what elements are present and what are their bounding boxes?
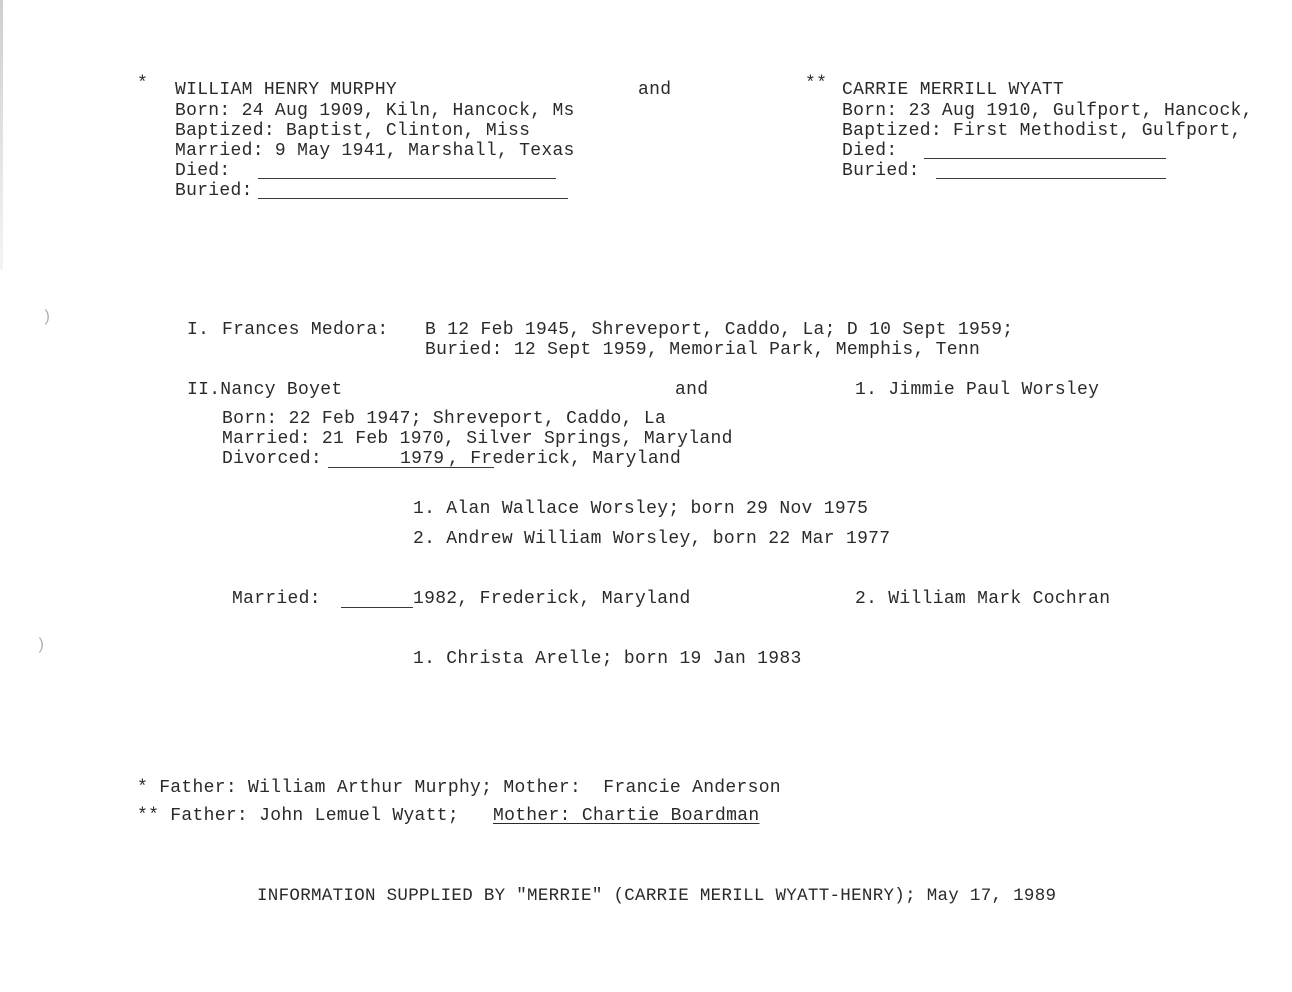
- couple-and-label: and: [638, 80, 672, 100]
- child2-header: II.Nancy Boyet: [187, 380, 343, 400]
- child2-married2-text: 1982, Frederick, Maryland: [413, 589, 691, 609]
- punch-hole-mark: ): [36, 636, 46, 654]
- child2-married2-blank: [341, 607, 413, 608]
- husband-footnote-star: *: [137, 74, 149, 94]
- child2-spouse1: 1. Jimmie Paul Worsley: [855, 380, 1100, 400]
- wife-name: CARRIE MERRILL WYATT: [842, 80, 1065, 100]
- child2-divorced-year: 1979: [400, 449, 445, 469]
- husband-buried-label: Buried:: [175, 181, 253, 201]
- husband-baptized: Baptized: Baptist, Clinton, Miss: [175, 121, 531, 141]
- child1-burial: Buried: 12 Sept 1959, Memorial Park, Memphis, Tenn: [425, 340, 981, 360]
- wife-died-blank: [924, 158, 1166, 159]
- child2-married: Married: 21 Feb 1970, Silver Springs, Maryland: [222, 429, 733, 449]
- footnote-wife-parents: ** Father: John Lemuel Wyatt;: [137, 806, 459, 826]
- husband-born: Born: 24 Aug 1909, Kiln, Hancock, Ms: [175, 101, 575, 121]
- husband-buried-blank: [258, 198, 568, 199]
- child1-birth-death: B 12 Feb 1945, Shreveport, Caddo, La; D 10 Sept 1959;: [425, 320, 1014, 340]
- grandchild-item: 1. Christa Arelle; born 19 Jan 1983: [413, 649, 802, 669]
- wife-footnote-star: **: [805, 74, 828, 94]
- child2-born: Born: 22 Feb 1947; Shreveport, Caddo, La: [222, 409, 667, 429]
- child2-married2-label: Married:: [232, 589, 321, 609]
- source-line: INFORMATION SUPPLIED BY "MERRIE" (CARRIE MERILL WYATT-HENRY); May 17, 1989: [257, 886, 1057, 906]
- wife-died-label: Died:: [842, 141, 898, 161]
- child2-divorced-label: Divorced:: [222, 449, 322, 469]
- grandchild-item: 2. Andrew William Worsley, born 22 Mar 1977: [413, 529, 891, 549]
- child2-spouse2: 2. William Mark Cochran: [855, 589, 1111, 609]
- page-edge-shadow: [0, 0, 3, 270]
- husband-died-label: Died:: [175, 161, 231, 181]
- child2-divorced-place: , Frederick, Maryland: [448, 449, 682, 469]
- child2-and-label: and: [675, 380, 709, 400]
- footnote-wife-mother: Mother: Chartie Boardman: [493, 806, 760, 826]
- wife-buried-label: Buried:: [842, 161, 920, 181]
- wife-baptized: Baptized: First Methodist, Gulfport,: [842, 121, 1242, 141]
- husband-died-blank: [258, 178, 556, 179]
- wife-born: Born: 23 Aug 1910, Gulfport, Hancock,: [842, 101, 1253, 121]
- punch-hole-mark: ): [42, 308, 52, 326]
- husband-name: WILLIAM HENRY MURPHY: [175, 80, 398, 100]
- wife-buried-blank: [936, 178, 1166, 179]
- husband-married: Married: 9 May 1941, Marshall, Texas: [175, 141, 575, 161]
- footnote-husband-parents: * Father: William Arthur Murphy; Mother: Francie Anderson: [137, 778, 781, 798]
- grandchild-item: 1. Alan Wallace Worsley; born 29 Nov 1975: [413, 499, 869, 519]
- child1-name: Frances Medora:: [222, 320, 389, 340]
- child1-numeral: I.: [187, 320, 210, 340]
